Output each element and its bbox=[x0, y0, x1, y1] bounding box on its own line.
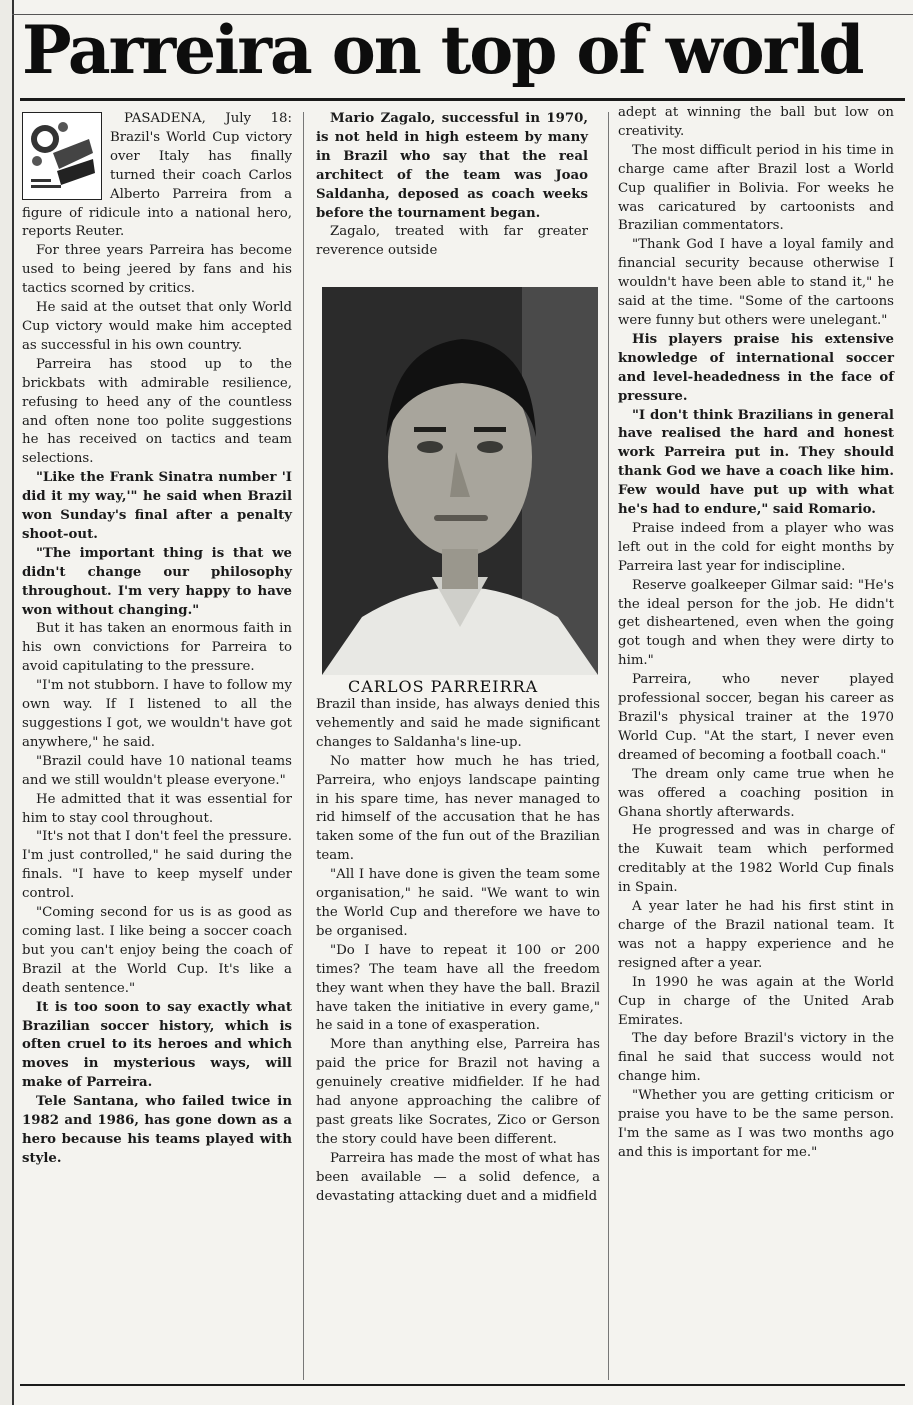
column-divider-2 bbox=[608, 112, 609, 1380]
col3-paragraph: "Whether you are getting criticism or praise you have to be the same person. I'm the same as I was two months ago and this is important for me." bbox=[618, 1088, 894, 1160]
col3-paragraph: Parreira, who never played professional soccer, began his career as Brazil's physical trainer at the 1970 World Cup. "At the start, I never even dreamed of becoming a football coach." bbox=[618, 672, 894, 763]
col3-paragraph: Reserve goalkeeper Gilmar said: "He's the ideal person for the job. He didn't get disheartened, even when the going got tough and when they were dirty to him." bbox=[618, 577, 894, 669]
col1-paragraph: "Coming second for us is as good as coming last. I like being a soccer coach but you can't enjoy being the coach of Brazil at the World Cup. It's like a death sentence." bbox=[22, 905, 292, 996]
next-headline-fragment bbox=[22, 1388, 902, 1405]
headline: Parreira on top of world bbox=[22, 11, 863, 89]
col3-paragraph: His players praise his extensive knowledge of international soccer and level-headedness in the face of pressure. bbox=[618, 331, 894, 404]
col2-bottom-paragraph: Parreira has made the most of what has been available — a solid defence, a devastating attacking duet and a midfield bbox=[316, 1150, 600, 1204]
col3-paragraph: "I don't think Brazilians in general have realised the hard and honest work Parreira put in. They should thank God we have a coach like him. Few would have put up with what he's had to endure," said Romario. bbox=[618, 407, 894, 518]
col3-paragraph: Praise indeed from a player who was left out in the cold for eight months by Parreira last year for indiscipline. bbox=[618, 520, 894, 574]
col1-paragraph: "Brazil could have 10 national teams and we still wouldn't please everyone." bbox=[22, 753, 292, 788]
col1-paragraph: "Like the Frank Sinatra number 'I did it my way,'" he said when Brazil won Sunday's final after a penalty shoot-out. bbox=[22, 470, 292, 542]
article-column-3 bbox=[618, 104, 894, 1163]
bottom-rule bbox=[20, 1384, 905, 1386]
col1-paragraph: PASADENA, July 18: Brazil's World Cup victory over Italy has finally turned their coach Carlos Alberto Parreira from a figure of ridicule into a national hero, reports Reuter. bbox=[22, 111, 292, 240]
col1-paragraph: "The important thing is that we didn't change our philosophy throughout. I'm very happy to have won without changing." bbox=[22, 545, 292, 618]
col1-paragraph: For three years Parreira has become used to being jeered by fans and his tactics scorned by critics. bbox=[22, 243, 292, 297]
col1-paragraph: But it has taken an enormous faith in his own convictions for Parreira to avoid capitulating to the pressure. bbox=[22, 621, 292, 675]
col3-paragraph: The dream only came true when he was offered a coaching position in Ghana shortly afterwards. bbox=[618, 766, 894, 820]
col1-paragraph: Tele Santana, who failed twice in 1982 and 1986, has gone down as a hero because his teams played with style. bbox=[22, 1094, 292, 1166]
col1-paragraph: Parreira has stood up to the brickbats with admirable resilience, refusing to heed any of the countless and often none too polite suggestions he has received on tactics and team selections. bbox=[22, 356, 292, 467]
col1-paragraph: He said at the outset that only World Cup victory would make him accepted as successful in his own country. bbox=[22, 300, 292, 353]
col1-paragraph: "It's not that I don't feel the pressure. I'm just controlled," he said during the finals. "I have to keep myself under control. bbox=[22, 829, 292, 902]
article-column-2-top bbox=[316, 110, 588, 261]
portrait-image-icon bbox=[322, 287, 598, 675]
col3-paragraph: "Thank God I have a loyal family and financial security because otherwise I wouldn't have been able to stand it," he said at the time. "Some of the cartoons were funny but others were unelegant." bbox=[618, 237, 894, 328]
col1-paragraph: It is too soon to say exactly what Brazilian soccer history, which is often cruel to its heroes and which moves in mysterious ways, will make of Parreira. bbox=[22, 999, 292, 1091]
col3-paragraph: A year later he had his first stint in charge of the Brazil national team. It was not a happy experience and he resigned after a year. bbox=[618, 899, 894, 971]
article-column-1 bbox=[22, 110, 292, 1169]
col2-bottom-paragraph: No matter how much he has tried, Parreira, who enjoys landscape painting in his spare time, has never managed to rid himself of the accusation that he has taken some of the fun out of the Brazilian team. bbox=[316, 753, 600, 864]
page-margin-edge bbox=[0, 0, 14, 1405]
world-cup-logo bbox=[22, 112, 102, 200]
col2-top-paragraph: Mario Zagalo, successful in 1970, is not held in high esteem by many in Brazil who say that the real architect of the team was Joao Saldanha, deposed as coach weeks before the tournament began. bbox=[316, 111, 588, 221]
col1-paragraph: "I'm not stubborn. I have to follow my own way. If I listened to all the suggestions I got, we wouldn't have got anywhere," he said. bbox=[22, 678, 292, 750]
col3-paragraph: The most difficult period in his time in charge came after Brazil lost a World Cup qualifier in Bolivia. For weeks he was caricatured by cartoonists and Brazilian commentators. bbox=[618, 142, 894, 234]
headline-rule bbox=[20, 98, 905, 101]
portrait-photo bbox=[322, 287, 598, 675]
col1-paragraph: He admitted that it was essential for him to stay cool throughout. bbox=[22, 791, 292, 826]
col3-paragraph: adept at winning the ball but low on creativity. bbox=[618, 105, 894, 139]
article-column-2-bottom bbox=[316, 696, 600, 1206]
col3-paragraph: He progressed and was in charge of the Kuwait team which performed creditably at the 1982 World Cup finals in Spain. bbox=[618, 823, 894, 896]
column-divider-1 bbox=[303, 112, 304, 1380]
world-cup-emblem-icon bbox=[23, 113, 101, 199]
col2-bottom-paragraph: "Do I have to repeat it 100 or 200 times? The team have all the freedom they want when they have the ball. Brazil have taken the initiative in every game," he said in a tone of exasperation. bbox=[316, 942, 600, 1034]
col2-top-paragraph: Zagalo, treated with far greater reverence outside bbox=[316, 224, 588, 259]
col2-bottom-paragraph: Brazil than inside, has always denied this vehemently and said he made significant changes to Saldanha's line-up. bbox=[316, 697, 600, 750]
col2-bottom-paragraph: "All I have done is given the team some organisation," he said. "We want to win the World Cup and therefore we have to be organised. bbox=[316, 867, 600, 939]
col3-paragraph: The day before Brazil's victory in the final he said that success would not change him. bbox=[618, 1031, 894, 1085]
col3-paragraph: In 1990 he was again at the World Cup in charge of the United Arab Emirates. bbox=[618, 974, 894, 1028]
photo-caption: CARLOS PARREIRRA bbox=[348, 677, 539, 696]
col2-bottom-paragraph: More than anything else, Parreira has paid the price for Brazil not having a genuinely creative midfielder. If he had had anyone approaching the calibre of past greats like Socrates, Zico or Gerson the story could have been different. bbox=[316, 1037, 600, 1147]
